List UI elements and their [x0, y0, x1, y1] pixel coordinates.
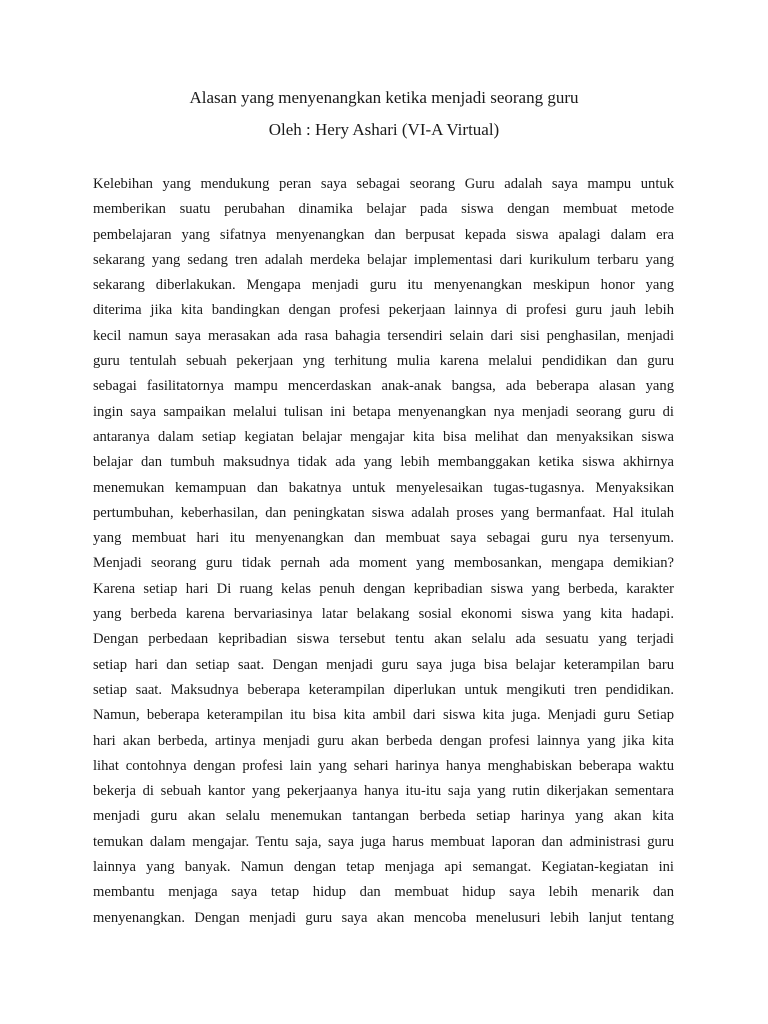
paragraph-line: menemukan kemampuan dan bakatnya untuk menyelesaikan tugas-tugasnya. Menyaksikan [93, 479, 674, 496]
paragraph-line: Kelebihan yang mendukung peran saya sebagai seorang Guru adalah saya mampu untuk [93, 176, 674, 192]
paragraph-line: membantu menjaga saya tetap hidup dan membuat hidup saya lebih menarik dan [93, 884, 674, 901]
paragraph-line: belajar dan tumbuh maksudnya tidak ada yang lebih membanggakan ketika siswa akhirnya [93, 454, 674, 471]
paragraph-line: bekerja di sebuah kantor yang pekerjaanya hanya itu-itu saja yang rutin dikerjakan sementara [93, 783, 674, 800]
paragraph-line: sebagai fasilitatornya mampu mencerdaskan anak-anak bangsa, ada beberapa alasan yang [93, 378, 674, 395]
document-author: Oleh : Hery Ashari (VI-A Virtual) [268, 120, 500, 139]
paragraph-line: setiap saat. Maksudnya beberapa keterampilan diperlukan untuk mengikuti tren pendidikan. [93, 681, 674, 698]
paragraph-line: Menjadi seorang guru tidak pernah ada moment yang membosankan, mengapa demikian? [93, 555, 674, 572]
paragraph-line: Karena setiap hari Di ruang kelas penuh dengan kepribadian siswa yang berbeda, karakter [93, 580, 674, 597]
body-paragraph [93, 174, 674, 933]
paragraph-line: diterima jika kita bandingkan dengan profesi pekerjaan lainnya di profesi guru jauh lebih [93, 302, 674, 319]
paragraph-line: sekarang yang sedang tren adalah merdeka belajar implementasi dari kurikulum terbaru yang [93, 251, 674, 268]
paragraph-line: pembelajaran yang sifatnya menyenangkan dan berpusat kepada siswa apalagi dalam era [93, 226, 674, 243]
paragraph-line: menyenangkan. Dengan menjadi guru saya akan mencoba menelusuri lebih lanjut tentang [93, 909, 674, 926]
paragraph-line: Namun, beberapa keterampilan itu bisa kita ambil dari siswa kita juga. Menjadi guru Setiap [93, 707, 674, 724]
paragraph-line: kecil namun saya merasakan ada rasa bahagia tersendiri selain dari sisi penghasilan, menjadi [93, 327, 674, 344]
paragraph-line: yang membuat hari itu menyenangkan dan membuat saya sebagai guru nya tersenyum. [93, 530, 674, 547]
paragraph-line: ingin saya sampaikan melalui tulisan ini betapa menyenangkan nya menjadi seorang guru di [93, 403, 674, 420]
paragraph-line: yang berbeda karena bervariasinya latar belakang sosial ekonomi siswa yang kita hadapi. [93, 606, 674, 623]
paragraph-line: setiap hari dan setiap saat. Dengan menjadi guru saya juga bisa belajar keterampilan baru [93, 656, 674, 673]
paragraph-line: lainnya yang banyak. Namun dengan tetap menjaga api semangat. Kegiatan-kegiatan ini [93, 859, 674, 876]
paragraph-line: hari akan berbeda, artinya menjadi guru akan berbeda dengan profesi lainnya yang jika kita [93, 732, 674, 749]
paragraph-line: pertumbuhan, keberhasilan, dan peningkatan siswa adalah proses yang bermanfaat. Hal itulah [93, 504, 674, 521]
document-title: Alasan yang menyenangkan ketika menjadi seorang guru [189, 88, 579, 107]
paragraph-line: antaranya dalam setiap kegiatan belajar mengajar kita bisa melihat dan menyaksikan siswa [93, 428, 674, 445]
paragraph-line: temukan dalam mengajar. Tentu saja, saya juga harus membuat laporan dan administrasi guru [93, 833, 674, 850]
paragraph-line: sekarang diberlakukan. Mengapa menjadi guru itu menyenangkan meskipun honor yang [93, 277, 674, 294]
paragraph-line: Dengan perbedaan kepribadian siswa tersebut tentu akan selalu ada sesuatu yang terjadi [93, 631, 674, 648]
paragraph-line: menjadi guru akan selalu menemukan tantangan berbeda setiap harinya yang akan kita [93, 808, 674, 825]
paragraph-line: lihat contohnya dengan profesi lain yang sehari harinya hanya menghabiskan beberapa waktu [93, 757, 674, 774]
paragraph-line: guru tentulah sebuah pekerjaan yng terhitung mulia karena melalui pendidikan dan guru [93, 353, 674, 370]
paragraph-line: memberikan suatu perubahan dinamika belajar pada siswa dengan membuat metode [93, 201, 674, 218]
